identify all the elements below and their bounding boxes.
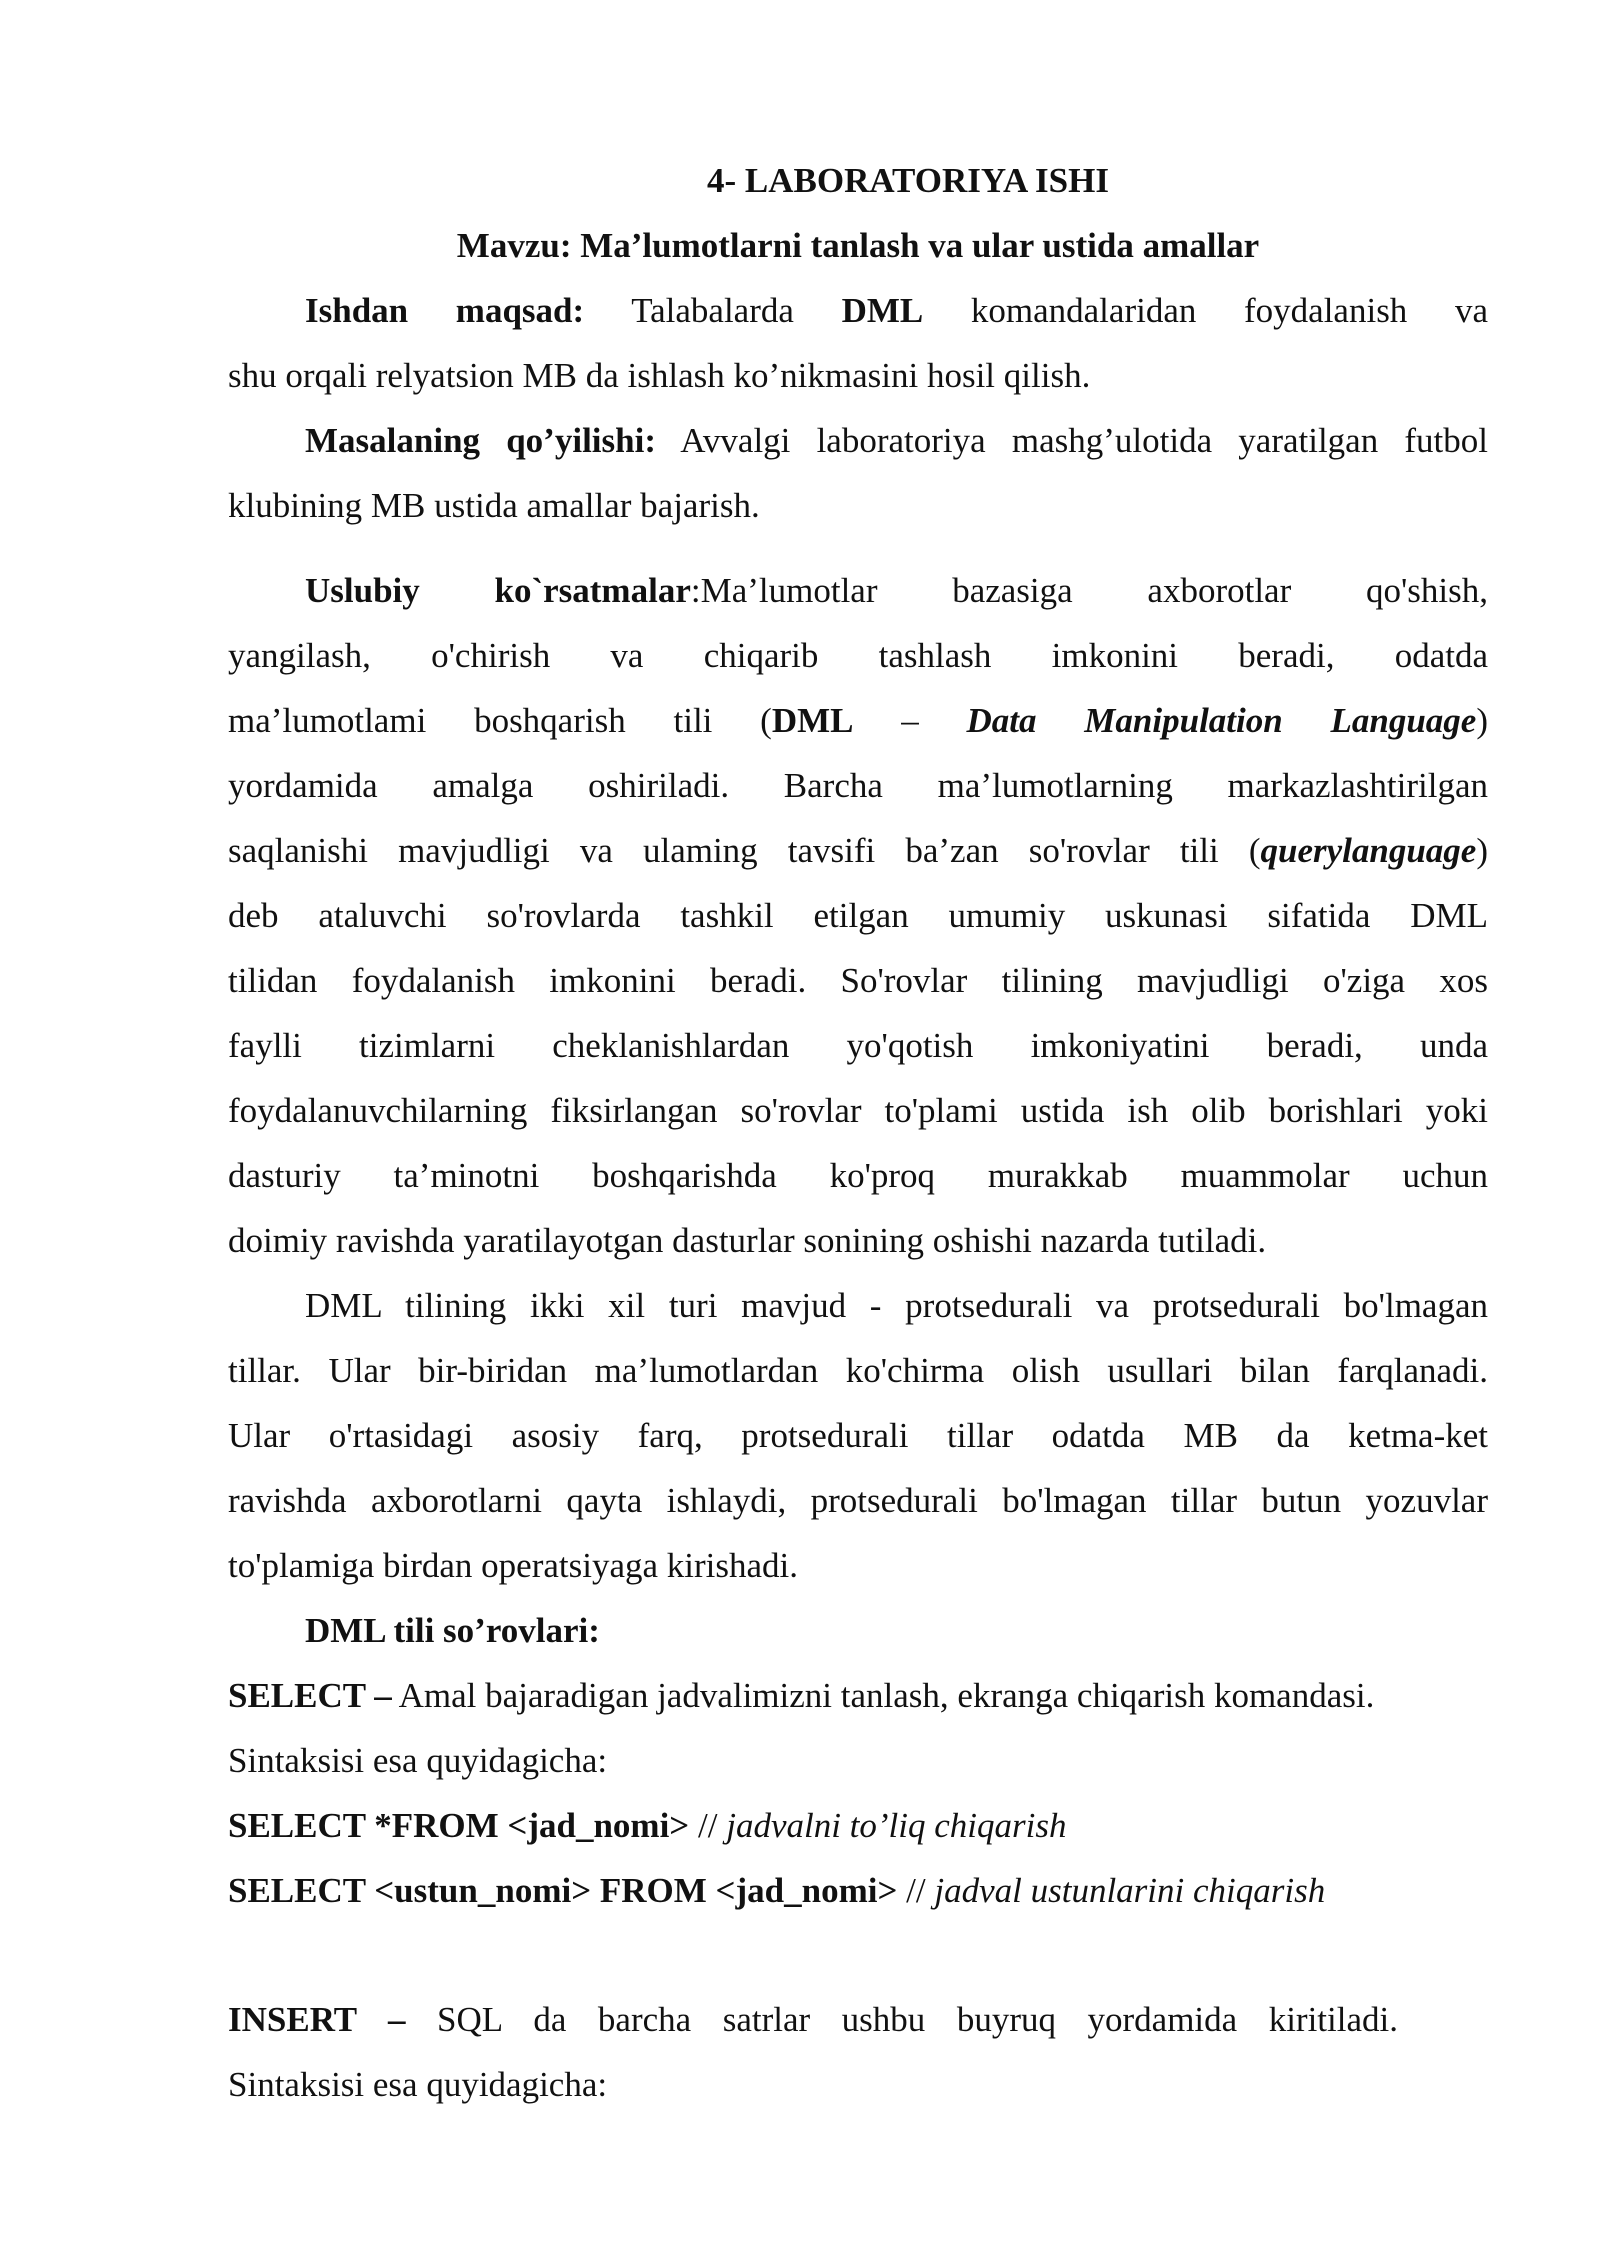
- types-line: tillar. Ular bir-biridan ma’lumotlardan ko'chirma olish usullari bilan farqlanadi.: [228, 1351, 1488, 1390]
- method-paragraph: [228, 558, 1488, 1273]
- select-syntax-label: Sintaksisi esa quyidagicha:: [228, 1741, 608, 1780]
- task-line-2: klubining MB ustida amallar bajarish.: [228, 486, 760, 525]
- goal-paragraph: [228, 278, 1488, 408]
- insert-section: [228, 1987, 1488, 2117]
- method-line: faylli tizimlarni cheklanishlardan yo'qotish imkoniyatini beradi, unda: [228, 1026, 1488, 1065]
- types-line: Ular o'rtasidagi asosiy farq, protsedurali tillar odatda MB da ketma-ket: [228, 1416, 1488, 1455]
- method-line: ma’lumotlami boshqarish tili (DML – Data Manipulation Language): [228, 701, 1488, 740]
- page-subject: Mavzu: Ma’lumotlarni tanlash va ular ustida amallar: [456, 226, 1260, 265]
- types-line: to'plamiga birdan operatsiyaga kirishadi.: [228, 1546, 799, 1585]
- method-line: dasturiy ta’minotni boshqarishda ko'proq murakkab muammolar uchun: [228, 1156, 1488, 1195]
- task-paragraph: [228, 408, 1488, 538]
- page-title: 4- LABORATORIYA ISHI: [707, 161, 1109, 200]
- select-example-1: SELECT *FROM <jad_nomi> // jadvalni to’liq chiqarish: [228, 1806, 1067, 1845]
- types-line: DML tilining ikki xil turi mavjud - protsedurali va protsedurali bo'lmagan: [305, 1286, 1488, 1325]
- task-line-1: Masalaning qo’yilishi: Avvalgi laboratoriya mashg’ulotida yaratilgan futbol: [305, 421, 1489, 460]
- dml-queries-heading: DML tili so’rovlari:: [305, 1611, 600, 1650]
- method-line: tilidan foydalanish imkonini beradi. So'rovlar tilining mavjudligi o'ziga xos: [228, 961, 1488, 1000]
- goal-line-2: shu orqali relyatsion MB da ishlash ko’nikmasini hosil qilish.: [228, 356, 1091, 395]
- method-line: deb ataluvchi so'rovlarda tashkil etilgan umumiy uskunasi sifatida DML: [228, 896, 1488, 935]
- insert-syntax-label: Sintaksisi esa quyidagicha:: [228, 2065, 608, 2104]
- select-description: SELECT – Amal bajaradigan jadvalimizni tanlash, ekranga chiqarish komandasi.: [228, 1676, 1375, 1715]
- method-line: foydalanuvchilarning fiksirlangan so'rovlar to'plami ustida ish olib borishlari yoki: [228, 1091, 1488, 1130]
- method-line: yangilash, o'chirish va chiqarib tashlash imkonini beradi, odatda: [228, 636, 1488, 675]
- types-line: ravishda axborotlarni qayta ishlaydi, protsedurali bo'lmagan tillar butun yozuvlar: [228, 1481, 1488, 1520]
- method-line: saqlanishi mavjudligi va ulaming tavsifi ba’zan so'rovlar tili (querylanguage): [228, 831, 1488, 870]
- method-line: yordamida amalga oshiriladi. Barcha ma’lumotlarning markazlashtirilgan: [228, 766, 1488, 805]
- select-section: [228, 1663, 1488, 1923]
- types-paragraph: [228, 1273, 1488, 1598]
- method-line: Uslubiy ko`rsatmalar:Ma’lumotlar bazasiga axborotlar qo'shish,: [305, 571, 1488, 610]
- document-body: [228, 148, 1488, 2117]
- insert-description: INSERT – SQL da barcha satrlar ushbu buyruq yordamida kiritiladi.: [228, 2000, 1398, 2039]
- goal-line-1: Ishdan maqsad: Talabalarda DML komandalaridan foydalanish va: [305, 291, 1489, 330]
- select-example-2: SELECT <ustun_nomi> FROM <jad_nomi> // jadval ustunlarini chiqarish: [228, 1871, 1326, 1910]
- method-line: doimiy ravishda yaratilayotgan dasturlar sonining oshishi nazarda tutiladi.: [228, 1221, 1267, 1260]
